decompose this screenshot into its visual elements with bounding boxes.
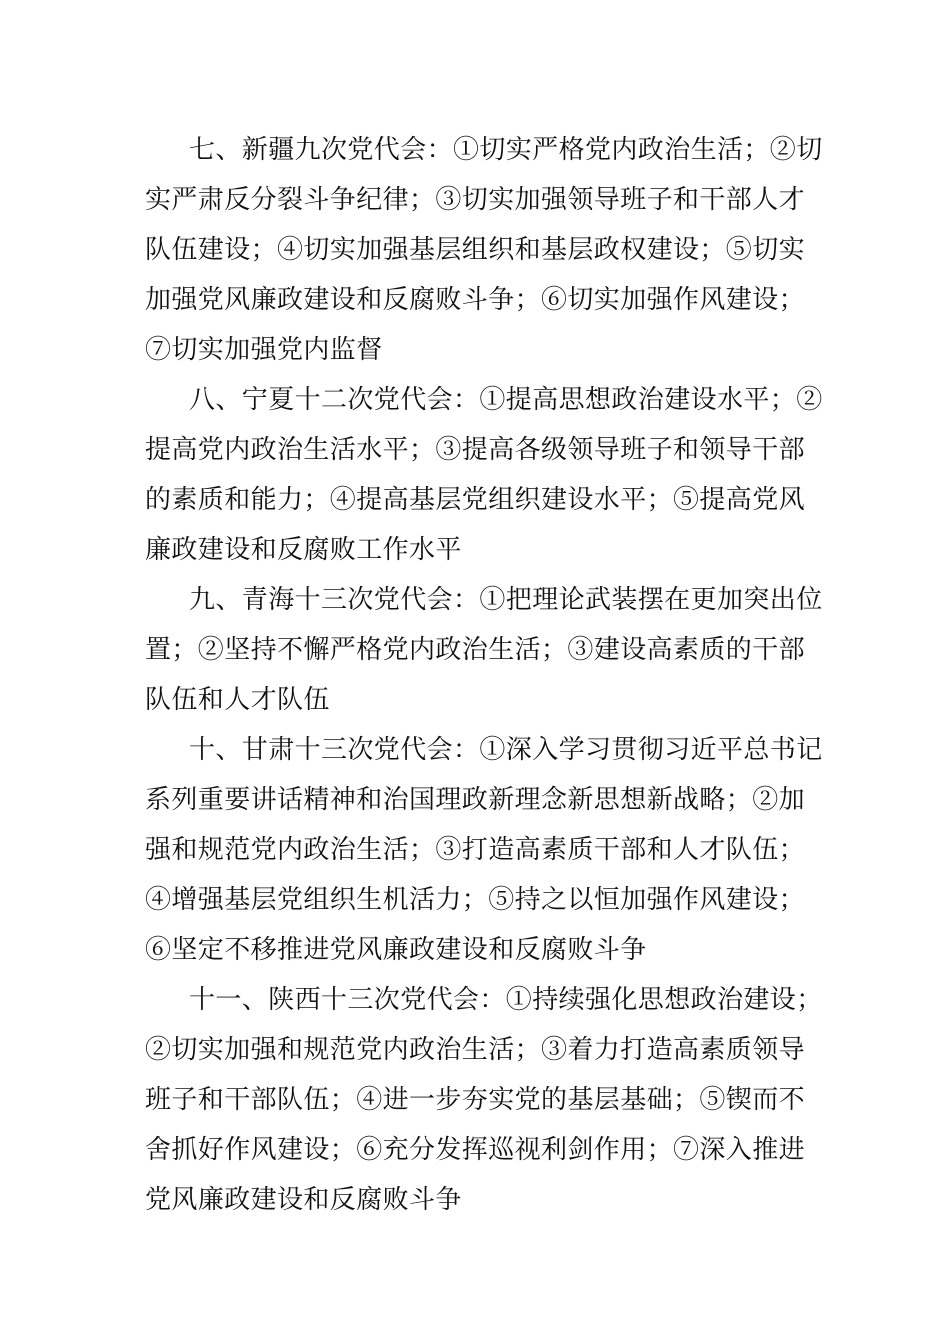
text-line: 提高党内政治生活水平；③提高各级领导班子和领导干部 — [145, 435, 806, 465]
text-line: ②切实加强和规范党内政治生活；③着力打造高素质领导 — [145, 1035, 806, 1065]
text-line: 加强党风廉政建设和反腐败斗争；⑥切实加强作风建设； — [145, 285, 806, 315]
text-line: 队伍建设；④切实加强基层组织和基层政权建设；⑤切实 — [145, 235, 806, 265]
document-body — [145, 125, 823, 1225]
paragraph — [145, 575, 823, 725]
text-line: 置；②坚持不懈严格党内政治生活；③建设高素质的干部 — [145, 635, 806, 665]
text-line: 队伍和人才队伍 — [145, 685, 330, 715]
text-line: 十、甘肃十三次党代会：①深入学习贯彻习近平总书记 — [189, 735, 823, 765]
text-line: 七、新疆九次党代会：①切实严格党内政治生活；②切 — [189, 135, 823, 165]
text-line: 党风廉政建设和反腐败斗争 — [145, 1185, 462, 1215]
text-line: 的素质和能力；④提高基层党组织建设水平；⑤提高党风 — [145, 485, 806, 515]
text-line: 舍抓好作风建设；⑥充分发挥巡视利剑作用；⑦深入推进 — [145, 1135, 806, 1165]
paragraph — [145, 375, 823, 575]
text-line: ④增强基层党组织生机活力；⑤持之以恒加强作风建设； — [145, 885, 806, 915]
text-line: 系列重要讲话精神和治国理政新理念新思想新战略；②加 — [145, 785, 806, 815]
text-line: 九、青海十三次党代会：①把理论武装摆在更加突出位 — [189, 585, 823, 615]
text-line: 十一、陕西十三次党代会：①持续强化思想政治建设； — [189, 985, 823, 1015]
paragraph — [145, 725, 823, 975]
text-line: 班子和干部队伍；④进一步夯实党的基层基础；⑤锲而不 — [145, 1085, 806, 1115]
paragraph — [145, 975, 823, 1225]
text-line: 实严肃反分裂斗争纪律；③切实加强领导班子和干部人才 — [145, 185, 806, 215]
text-line: 廉政建设和反腐败工作水平 — [145, 535, 462, 565]
text-line: ⑦切实加强党内监督 — [145, 335, 383, 365]
text-line: 强和规范党内政治生活；③打造高素质干部和人才队伍； — [145, 835, 806, 865]
paragraph — [145, 125, 823, 375]
text-line: 八、宁夏十二次党代会：①提高思想政治建设水平；② — [189, 385, 823, 415]
text-line: ⑥坚定不移推进党风廉政建设和反腐败斗争 — [145, 935, 647, 965]
